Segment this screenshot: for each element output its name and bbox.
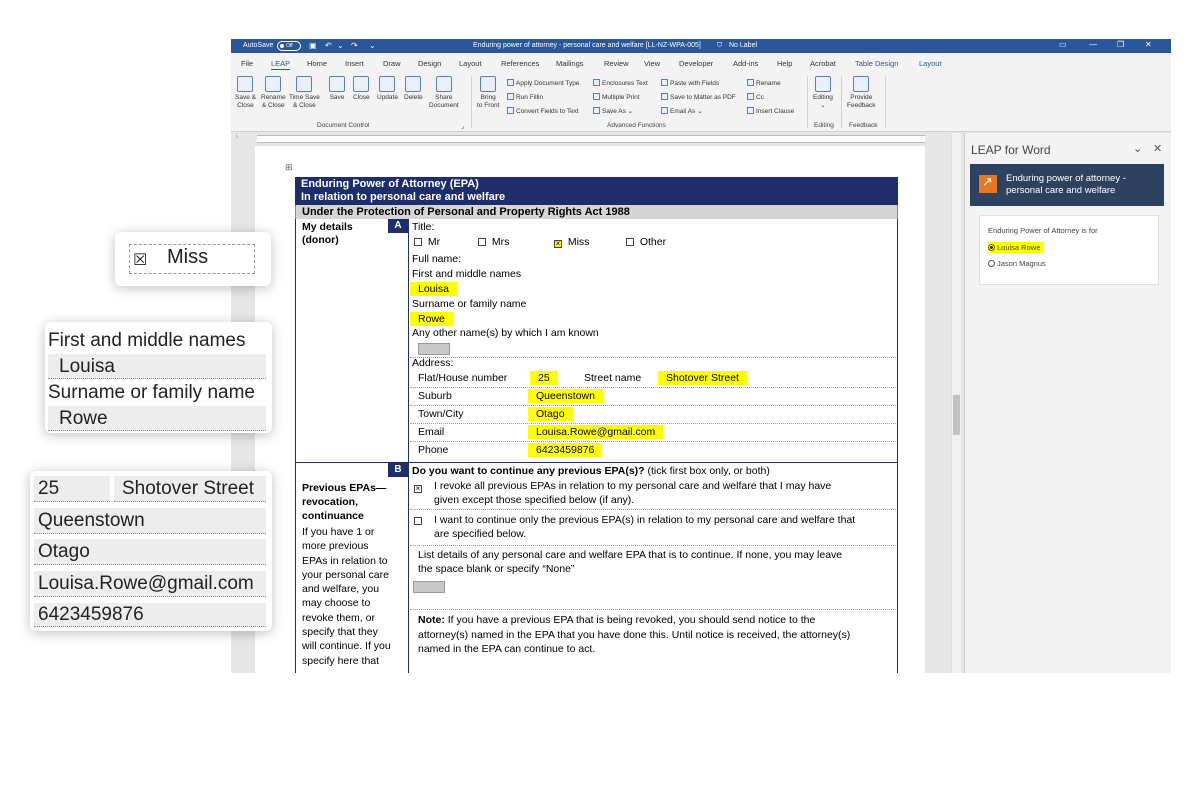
save-icon [237,76,253,92]
checked-box-icon: ☒ [133,252,148,269]
section-a-letter: A [388,219,408,233]
radio-louisa-rowe[interactable] [988,242,1044,253]
suburb-field[interactable] [528,389,603,403]
ruler-strip [257,135,925,143]
cc-icon [747,93,754,100]
form-header [295,177,898,205]
callout-number-value: 25 [38,478,60,499]
vertical-scrollbar[interactable] [951,133,961,673]
document-page[interactable] [255,146,925,673]
recipient-card [979,215,1159,285]
leap-task-pane [964,133,1171,673]
tab-leap[interactable]: LEAP [271,59,290,71]
surname-value: Rowe [410,312,453,326]
time-save-close-button[interactable] [289,76,320,110]
insert-clause-label: Insert Clause [756,108,795,115]
ribbon [231,70,1171,132]
radio-jason-label: Jason Magnus [997,259,1046,268]
street-name-field[interactable] [658,371,747,385]
bring-to-front-label: Bring to Front [477,94,500,109]
list-line-2: the space blank or specify “None” [418,563,575,575]
email-as-button[interactable]: Email As ⌄ [661,107,703,115]
title-miss-label: Miss [567,236,590,248]
menu-bar [231,53,1171,70]
section-b [295,463,898,673]
epa-form [295,177,898,673]
checked-box-icon[interactable]: × [415,484,421,493]
convert-icon [507,107,514,114]
close-icon[interactable]: ✕ [1153,143,1163,155]
pdf-icon [661,93,668,100]
chevron-down-icon[interactable]: ⌄ [337,41,344,50]
revoke-checkbox[interactable] [414,481,422,493]
continue-option-text [434,513,855,541]
callout-phone-value: 6423459876 [38,604,144,625]
phone-value: 6423459876 [528,443,602,457]
town-value: Otago [528,407,573,421]
title-option-mrs[interactable] [478,236,509,248]
surname-label: Surname or family name [412,298,527,310]
table-move-handle-icon[interactable]: ⊞ [285,162,293,172]
enclosures-text-label: Enclosures Text [602,80,648,87]
town-label: Town/City [418,408,464,420]
list-details-text [418,548,842,576]
tab-home[interactable]: Home [307,59,328,68]
callout-suburb-value: Queenstown [38,510,145,531]
group-separator [841,76,842,128]
group-editing: Editing [814,122,834,129]
title-bar [231,39,1171,53]
first-names-field[interactable] [410,282,457,296]
first-names-value: Louisa [410,282,457,296]
checkbox-icon[interactable] [626,238,634,246]
revoke-line-2: given except those specified below (if any). [434,494,635,506]
editing-button[interactable]: Editing ⌄ [813,76,833,110]
paste-with-fields-button[interactable] [661,79,719,87]
close-icon[interactable]: ✕ [1145,40,1152,49]
close-doc-icon [353,76,369,92]
redo-icon[interactable]: ↷ [351,41,358,50]
checkbox-icon[interactable] [414,238,422,246]
word-window [231,39,1171,673]
dotted-rule [410,405,896,406]
note-line-2: attorney(s) named in the EPA that you have done this. Until notice is received, the attorney(s) [418,628,851,641]
town-field[interactable] [528,407,573,421]
pane-title: LEAP for Word [971,143,1051,157]
apply-document-type-button[interactable] [507,79,579,87]
recipient-label: Enduring Power of Attorney is for [988,226,1098,235]
tab-mailings[interactable]: Mailings [556,59,584,68]
enclosures-text-button[interactable] [593,79,648,87]
save-close-label: Save & Close [235,94,256,109]
question-hint: (tick first box only, or both) [647,465,770,477]
continue-checkbox[interactable] [414,515,422,527]
dialog-launcher-icon[interactable]: ⌟ [461,123,465,130]
phone-label: Phone [418,444,449,456]
bring-front-icon [480,76,496,92]
clause-icon [747,107,754,114]
dotted-rule [410,441,896,442]
rename-close-label: Rename & Close [261,94,286,109]
callout-first-value: Louisa [59,356,115,377]
leap-logo-icon [979,175,997,193]
checkbox-icon[interactable] [414,517,422,525]
rename-icon [747,79,754,86]
dotted-rule [410,545,896,546]
rename-icon [265,76,281,92]
continue-question [412,465,770,477]
save-as-label: Save As [602,108,626,115]
dotted-rule [410,387,896,388]
callout-first-label: First and middle names [48,330,246,351]
callout-names [45,322,272,433]
revoke-line-1: I revoke all previous EPAs in relation to my personal care and welfare that I may have [434,480,832,492]
group-feedback: Feedback [849,122,878,129]
save-close-button[interactable] [235,76,256,110]
restore-icon[interactable]: ❐ [1117,40,1125,49]
convert-fields-button[interactable] [507,107,579,115]
section-divider [408,463,409,673]
rename-button[interactable] [747,79,781,87]
tab-acrobat[interactable]: Acrobat [810,59,836,68]
radio-selected-icon [988,244,995,251]
save-as-button[interactable]: Save As ⌄ [593,107,633,115]
convert-fields-label: Convert Fields to Text [516,108,579,115]
ruler[interactable] [231,133,951,145]
print-icon [593,93,600,100]
chevron-down-icon[interactable]: ⌄ [1133,143,1143,155]
tab-view[interactable]: View [644,59,661,68]
document-icon [507,79,514,86]
checkbox-icon[interactable] [478,238,486,246]
section-b-letter: B [388,463,408,477]
callout-town-value: Otago [38,541,90,562]
run-fillin-label: Run Fillin [516,94,544,101]
run-icon [507,93,514,100]
section-a [295,219,898,463]
save-to-matter-pdf-button[interactable] [661,93,736,101]
title-option-miss[interactable] [554,236,589,248]
multiple-print-button[interactable] [593,93,640,101]
callout-surname-label: Surname or family name [48,382,255,403]
street-name-label: Street name [584,372,642,384]
title-other-label: Other [639,236,667,248]
note-line-3: named in the EPA can continue to act. [418,643,596,655]
multiple-print-label: Multiple Print [602,94,640,101]
suburb-value: Queenstown [528,389,603,403]
autosave-toggle[interactable]: Off [277,41,301,51]
tab-table-design[interactable]: Table Design [855,59,899,68]
close-label: Close [353,94,370,101]
title-option-other[interactable] [626,236,666,248]
section-a-heading: My details (donor) [302,221,353,246]
tab-layout[interactable]: Layout [459,59,482,68]
group-separator [885,76,886,128]
provide-feedback-label: Provide Feedback [847,94,876,109]
email-field[interactable] [528,425,663,439]
sensitivity-label[interactable]: No Label [729,42,758,49]
enclosures-icon [593,79,600,86]
clock-icon [296,76,312,92]
editing-label: Editing [813,94,833,101]
callout-street-value: Shotover Street [122,478,255,499]
leap-card-title: Enduring power of attorney - personal care and welfare [1006,173,1126,196]
leap-document-card[interactable] [970,164,1164,206]
save-label: Save [329,94,345,101]
share-document-label: Share Document [429,94,459,109]
group-separator [471,76,472,128]
close-button[interactable] [353,76,370,102]
shield-icon: ⛉ [717,42,723,49]
dotted-rule [410,609,896,610]
note-line-1: If you have a previous EPA that is being revoked, you should send notice to the [444,614,816,626]
save-button[interactable] [329,76,345,102]
group-separator [807,76,808,128]
autosave-label: AutoSave [243,42,274,49]
update-label: Update [377,94,398,101]
rename-close-button[interactable] [261,76,286,110]
save-icon [329,76,345,92]
share-document-button[interactable] [429,76,459,110]
cc-button[interactable] [747,93,764,101]
group-document-control: Document Control [317,122,370,129]
flat-number-field[interactable] [530,371,558,385]
save-to-matter-pdf-label: Save to Matter as PDF [670,94,736,101]
dotted-rule [410,509,896,510]
delete-label: Delete [404,94,423,101]
save-icon[interactable]: ▣ [309,41,317,50]
minimize-icon[interactable]: — [1089,40,1097,49]
tab-developer[interactable]: Developer [679,59,714,68]
ribbon-display-icon[interactable]: ▭ [1059,40,1067,49]
time-save-close-label: Time Save & Close [289,94,320,109]
email-label: Email [418,426,445,438]
radio-icon [988,260,995,267]
paste-icon [661,79,668,86]
flat-number-value: 25 [530,371,558,385]
section-divider [408,219,409,462]
update-button[interactable] [377,76,398,102]
tab-help[interactable]: Help [777,59,793,68]
title-mr-label: Mr [427,236,441,248]
title-option-mr[interactable] [414,236,440,248]
other-names-field[interactable] [418,343,450,355]
tab-table-layout[interactable]: Layout [919,59,942,68]
note-bold: Note: [418,614,445,626]
radio-louisa-label: Louisa Rowe [997,243,1041,252]
callout-title-value: Miss [167,246,209,268]
group-advanced-functions: Advanced Functions [607,122,666,129]
checked-box-icon[interactable]: × [555,239,561,248]
revoke-option-text [434,479,831,507]
first-names-label: First and middle names [412,268,522,280]
continue-line-2: are specified below. [434,528,527,540]
paste-with-fields-label: Paste with Fields [670,80,720,87]
epa-details-field[interactable] [413,581,445,593]
provide-feedback-button[interactable] [847,76,876,110]
document-title: Enduring power of attorney - personal care and welfare [LL-NZ-WPA-005] [473,42,701,49]
radio-jason-magnus[interactable] [988,259,1046,268]
street-name-value: Shotover Street [658,371,747,385]
suburb-label: Suburb [418,390,452,402]
bring-to-front-button[interactable] [477,76,499,110]
callout-surname-value: Rowe [59,408,108,429]
callout-email-value: Louisa.Rowe@gmail.com [38,573,254,594]
editing-icon [815,76,831,92]
section-b-explanation: If you have 1 or more previous EPAs in relation to your personal care and welfare, you may choose to revoke them, or specify that they will continue. If you specify here that [302,526,391,667]
title-mrs-label: Mrs [491,236,510,248]
tab-file[interactable]: File [241,59,254,68]
tab-references[interactable]: References [501,59,540,68]
save-as-icon [593,107,600,114]
scroll-thumb[interactable] [953,395,960,435]
email-icon [661,107,668,114]
title-label: Title: [412,221,435,233]
tab-selector-icon[interactable]: └ [235,135,239,141]
list-line-1: List details of any personal care and welfare EPA that is to continue. If none, you may leave [418,549,843,561]
form-act-line: Under the Protection of Personal and Property Rights Act 1988 [295,205,898,219]
insert-clause-button[interactable] [747,107,794,115]
form-title: Enduring Power of Attorney (EPA) [301,178,479,190]
undo-icon[interactable]: ↶ [325,41,332,50]
apply-document-type-label: Apply Document Type [516,80,580,87]
full-name-label: Full name: [412,253,462,265]
cc-label: Cc [756,94,764,101]
flat-number-label: Flat/House number [418,372,508,384]
customize-qat-icon[interactable]: ⌄ [369,41,376,50]
tab-design[interactable]: Design [418,59,442,68]
surname-field[interactable] [410,312,453,326]
address-label: Address: [412,357,454,369]
form-subtitle: In relation to personal care and welfare [301,191,506,203]
question-text: Do you want to continue any previous EPA(s)? [412,465,645,477]
update-icon [379,76,395,92]
note-text [418,613,850,657]
tab-review[interactable]: Review [604,59,629,68]
delete-button[interactable] [404,76,423,102]
dotted-rule [410,357,896,358]
callout-title [115,232,271,286]
document-area [231,146,951,673]
feedback-icon [853,76,869,92]
callout-address [30,471,272,631]
trash-icon [405,76,421,92]
run-fillin-button[interactable] [507,93,543,101]
share-icon [436,76,452,92]
tab-insert[interactable]: Insert [345,59,364,68]
phone-field[interactable] [528,443,602,457]
section-b-heading: Previous EPAs— revocation, continuance [302,482,387,522]
email-as-label: Email As [670,108,696,115]
tab-add-ins[interactable]: Add-ins [733,59,759,68]
tab-draw[interactable]: Draw [383,59,401,68]
rename-label: Rename [756,80,781,87]
dotted-rule [410,423,896,424]
email-value: Louisa.Rowe@gmail.com [528,425,663,439]
other-names-label: Any other name(s) by which I am known [412,327,599,339]
continue-line-1: I want to continue only the previous EPA(s) in relation to my personal care and welfare that [434,514,856,526]
